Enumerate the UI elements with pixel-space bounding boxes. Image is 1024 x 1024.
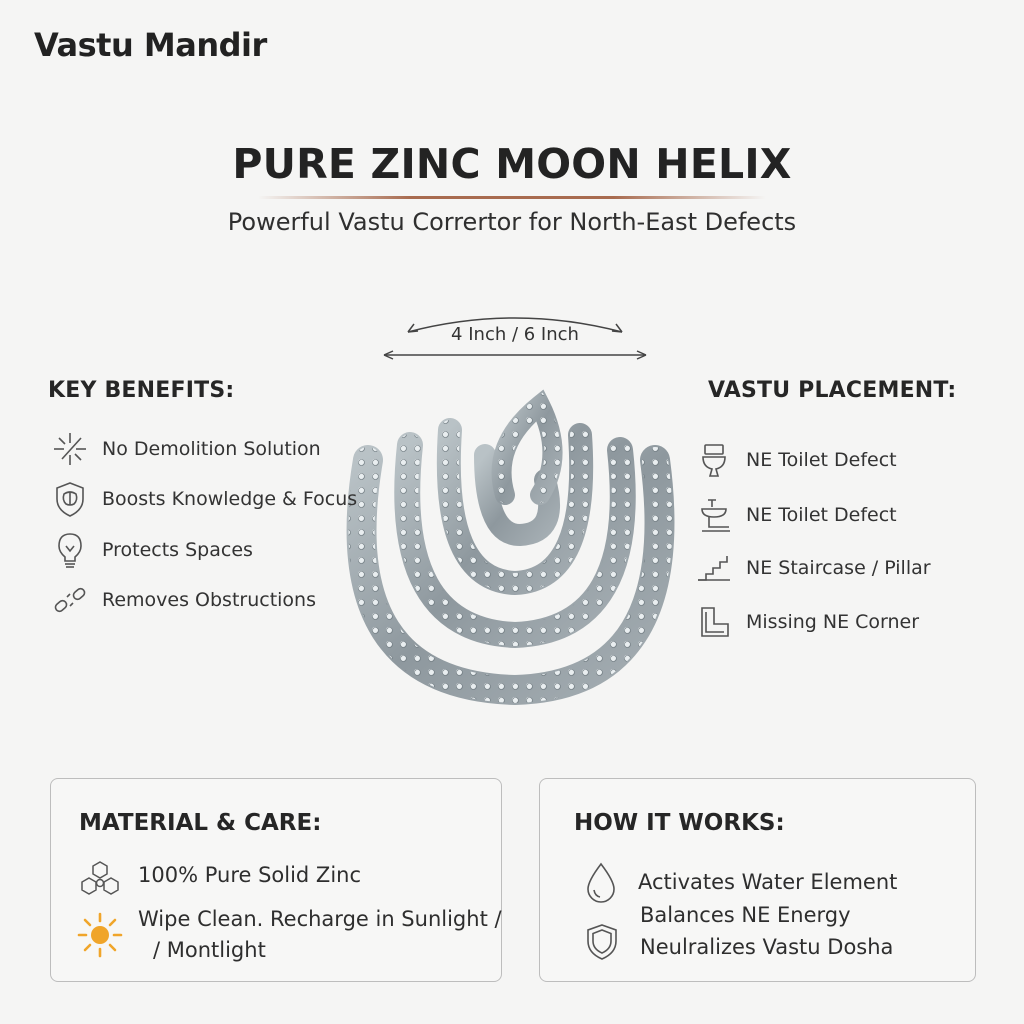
missing-corner-icon: [694, 602, 734, 642]
vastu-placement-heading: VASTU PLACEMENT:: [708, 378, 957, 403]
lightbulb-icon: [50, 530, 90, 570]
key-benefits-heading: KEY BENEFITS:: [48, 378, 235, 403]
list-item: [50, 429, 321, 469]
list-item: [694, 495, 897, 535]
placement-label: Missing NE Corner: [746, 611, 920, 633]
staircase-icon: [694, 548, 734, 588]
how-line: Balances NE Energy: [640, 903, 851, 927]
material-line: 100% Pure Solid Zinc: [138, 863, 362, 887]
how-line: Activates Water Element: [638, 870, 898, 894]
page-subtitle: Powerful Vastu Corrertor for North-East Defects: [227, 208, 797, 236]
zinc-moon-helix-image: [340, 385, 690, 705]
broken-chain-icon: [50, 580, 90, 620]
dimension-label: 4 Inch / 6 Inch: [451, 324, 579, 345]
brand-logo-text: Vastu Mandir: [34, 26, 267, 64]
benefit-label: Removes Obstructions: [102, 589, 317, 611]
title-underline: [258, 196, 766, 199]
benefit-label: Protects Spaces: [102, 539, 253, 561]
sparkle-burst-icon: [50, 429, 90, 469]
benefit-label: No Demolition Solution: [102, 438, 321, 460]
sink-icon: [694, 495, 734, 535]
zinc-molecule-icon: [77, 859, 123, 903]
material-care-heading: MATERIAL & CARE:: [79, 810, 322, 836]
list-item: [50, 580, 316, 620]
placement-label: NE Toilet Defect: [746, 504, 897, 526]
page-title: PURE ZINC MOON HELIX: [232, 140, 792, 188]
list-item: [50, 479, 357, 519]
care-line-continued: / Montlight: [153, 938, 266, 962]
list-item: [694, 548, 931, 588]
list-item: [50, 530, 253, 570]
sun-icon: [75, 910, 125, 964]
water-drop-icon: [584, 861, 618, 909]
material-care-card: [50, 778, 502, 982]
list-item: [694, 602, 919, 642]
how-it-works-heading: HOW IT WORKS:: [574, 810, 785, 836]
how-it-works-card: [539, 778, 976, 982]
brain-shield-icon: [50, 479, 90, 519]
care-line: Wipe Clean. Recharge in Sunlight /: [138, 907, 502, 931]
placement-label: NE Toilet Defect: [746, 449, 897, 471]
toilet-icon: [694, 440, 734, 480]
list-item: [694, 440, 897, 480]
shield-icon: [584, 922, 620, 966]
placement-label: NE Staircase / Pillar: [746, 557, 931, 579]
benefit-label: Boosts Knowledge & Focus: [102, 488, 358, 510]
how-line: Neulralizes Vastu Dosha: [640, 935, 894, 959]
